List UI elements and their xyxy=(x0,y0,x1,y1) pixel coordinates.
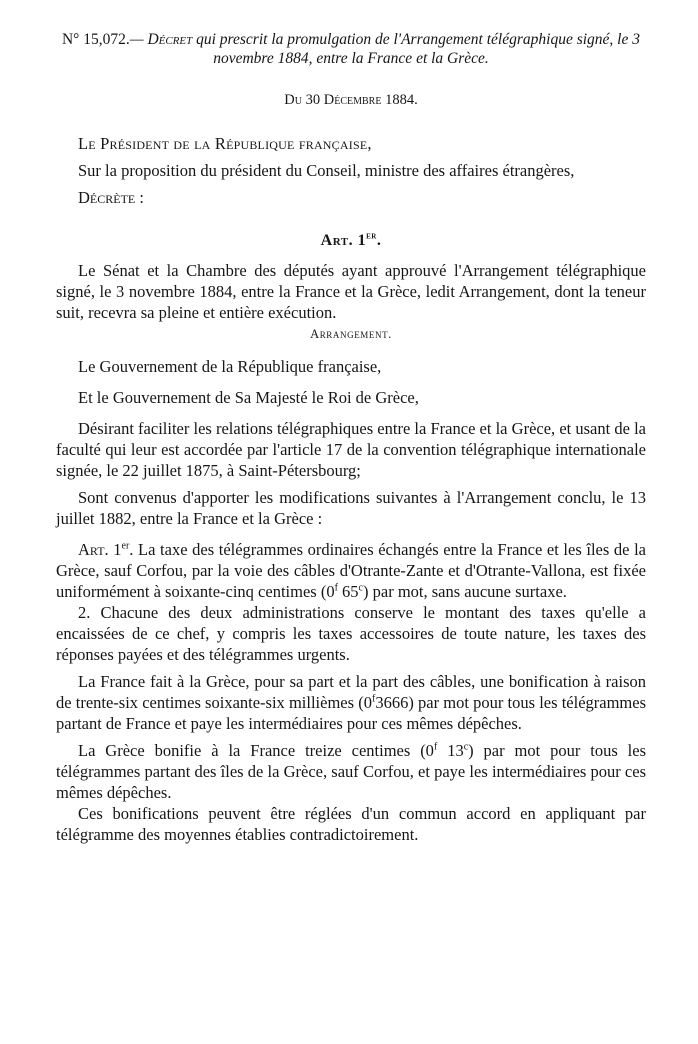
document-page xyxy=(56,30,646,845)
header-decret: Décret xyxy=(147,31,193,48)
paragraph-bonifications-reglees: Ces bonifications peuvent être réglées d'un commun accord en appliquant par télégramme des moyennes établies contradictoirement. xyxy=(56,804,646,844)
proposition-paragraph: Sur la proposition du président du Conseil, ministre des affaires étrangères, xyxy=(78,161,575,180)
article-label: Art. 1 xyxy=(320,232,367,249)
header-dash: — xyxy=(129,31,148,48)
arrangement-title: Arrangement. xyxy=(310,327,392,341)
decree-number: N° 15,072. xyxy=(61,31,130,48)
p8-text-a: La Grèce bonifie à la France treize centimes (0 xyxy=(78,741,434,760)
p8-text-c: ) par mot pour tous les télégrammes partant des îles de la Grèce, sauf Corfou, et paye les intermédiaires pour ces mêmes dépêches. xyxy=(56,741,647,802)
art1-text-a: . La taxe des télégrammes ordinaires échangés entre la France et les îles de la Grèce, sauf Corfou, par la voie des câbles d'Otrante-Zante et d'Otrante-Vallona, est fixée uniformément à soixante-cinq centimes (0 xyxy=(56,540,646,601)
p8-sup: f xyxy=(433,741,438,753)
paragraph-article-1 xyxy=(56,539,646,602)
decree-header xyxy=(56,30,646,68)
paragraph-article-2: 2. Chacune des deux administrations conserve le montant des taxes qu'elle a encaissées de ce chef, y compris les taxes accessoires de toute nature, les taxes des réponses payées et des télégrammes urgents. xyxy=(56,603,646,664)
paragraph-gouvernement-france: Le Gouvernement de la République française, xyxy=(78,357,382,376)
art1-sup2: f xyxy=(334,582,338,594)
art1-text-b: 65 xyxy=(337,582,359,601)
article-heading xyxy=(56,232,646,250)
president-line: Le Président de la République française, xyxy=(78,134,372,153)
p8-sup2: c xyxy=(463,741,469,753)
p7-text-b: 3666) par mot pour tous les télégrammes partant de France et paye les intermédiaires pour ces mêmes dépêches. xyxy=(56,693,647,733)
decree-date: Du 30 Décembre 1884. xyxy=(284,92,418,108)
article-text: Le Sénat et la Chambre des députés ayant approuvé l'Arrangement télégraphique signé, le 3 novembre 1884, entre la France et la Grèce, ledit Arrangement, dont la teneur suit, recevra sa pleine et entière exécution. xyxy=(56,261,646,322)
header-title: qui prescrit la promulgation de l'Arrangement télégraphique signé, le 3 novembre 1884, entre la France et la Grèce. xyxy=(192,31,640,67)
art1-label: Art. 1 xyxy=(78,540,122,559)
article-end: . xyxy=(376,232,382,249)
paragraph-france-bonification xyxy=(56,671,646,734)
p8-text-b: 13 xyxy=(437,741,464,760)
paragraph-gouvernement-grece: Et le Gouvernement de Sa Majesté le Roi de Grèce, xyxy=(78,388,419,407)
art1-sup: er xyxy=(121,540,130,552)
paragraph-convenus: Sont convenus d'apporter les modifications suivantes à l'Arrangement conclu, le 13 juillet 1882, entre la France et la Grèce : xyxy=(56,488,646,528)
decrete-line: Décrète : xyxy=(78,188,144,207)
art1-text-c: ) par mot, sans aucune surtaxe. xyxy=(363,582,567,601)
article-sup: er xyxy=(366,230,377,242)
p7-sup: f xyxy=(371,693,376,705)
p7-text-a: La France fait à la Grèce, pour sa part et la part des câbles, une bonification à raison de trente-six centimes soixante-six millièmes (0 xyxy=(56,672,646,712)
paragraph-desirant: Désirant faciliter les relations télégraphiques entre la France et la Grèce, et usant de la faculté qui leur est accordée par l'article 17 de la convention télégraphique internationale signée, le 22 juillet 1875, à Saint-Pétersbourg; xyxy=(56,419,646,480)
paragraph-grece-bonification xyxy=(56,740,646,803)
art1-sup3: c xyxy=(358,582,363,594)
